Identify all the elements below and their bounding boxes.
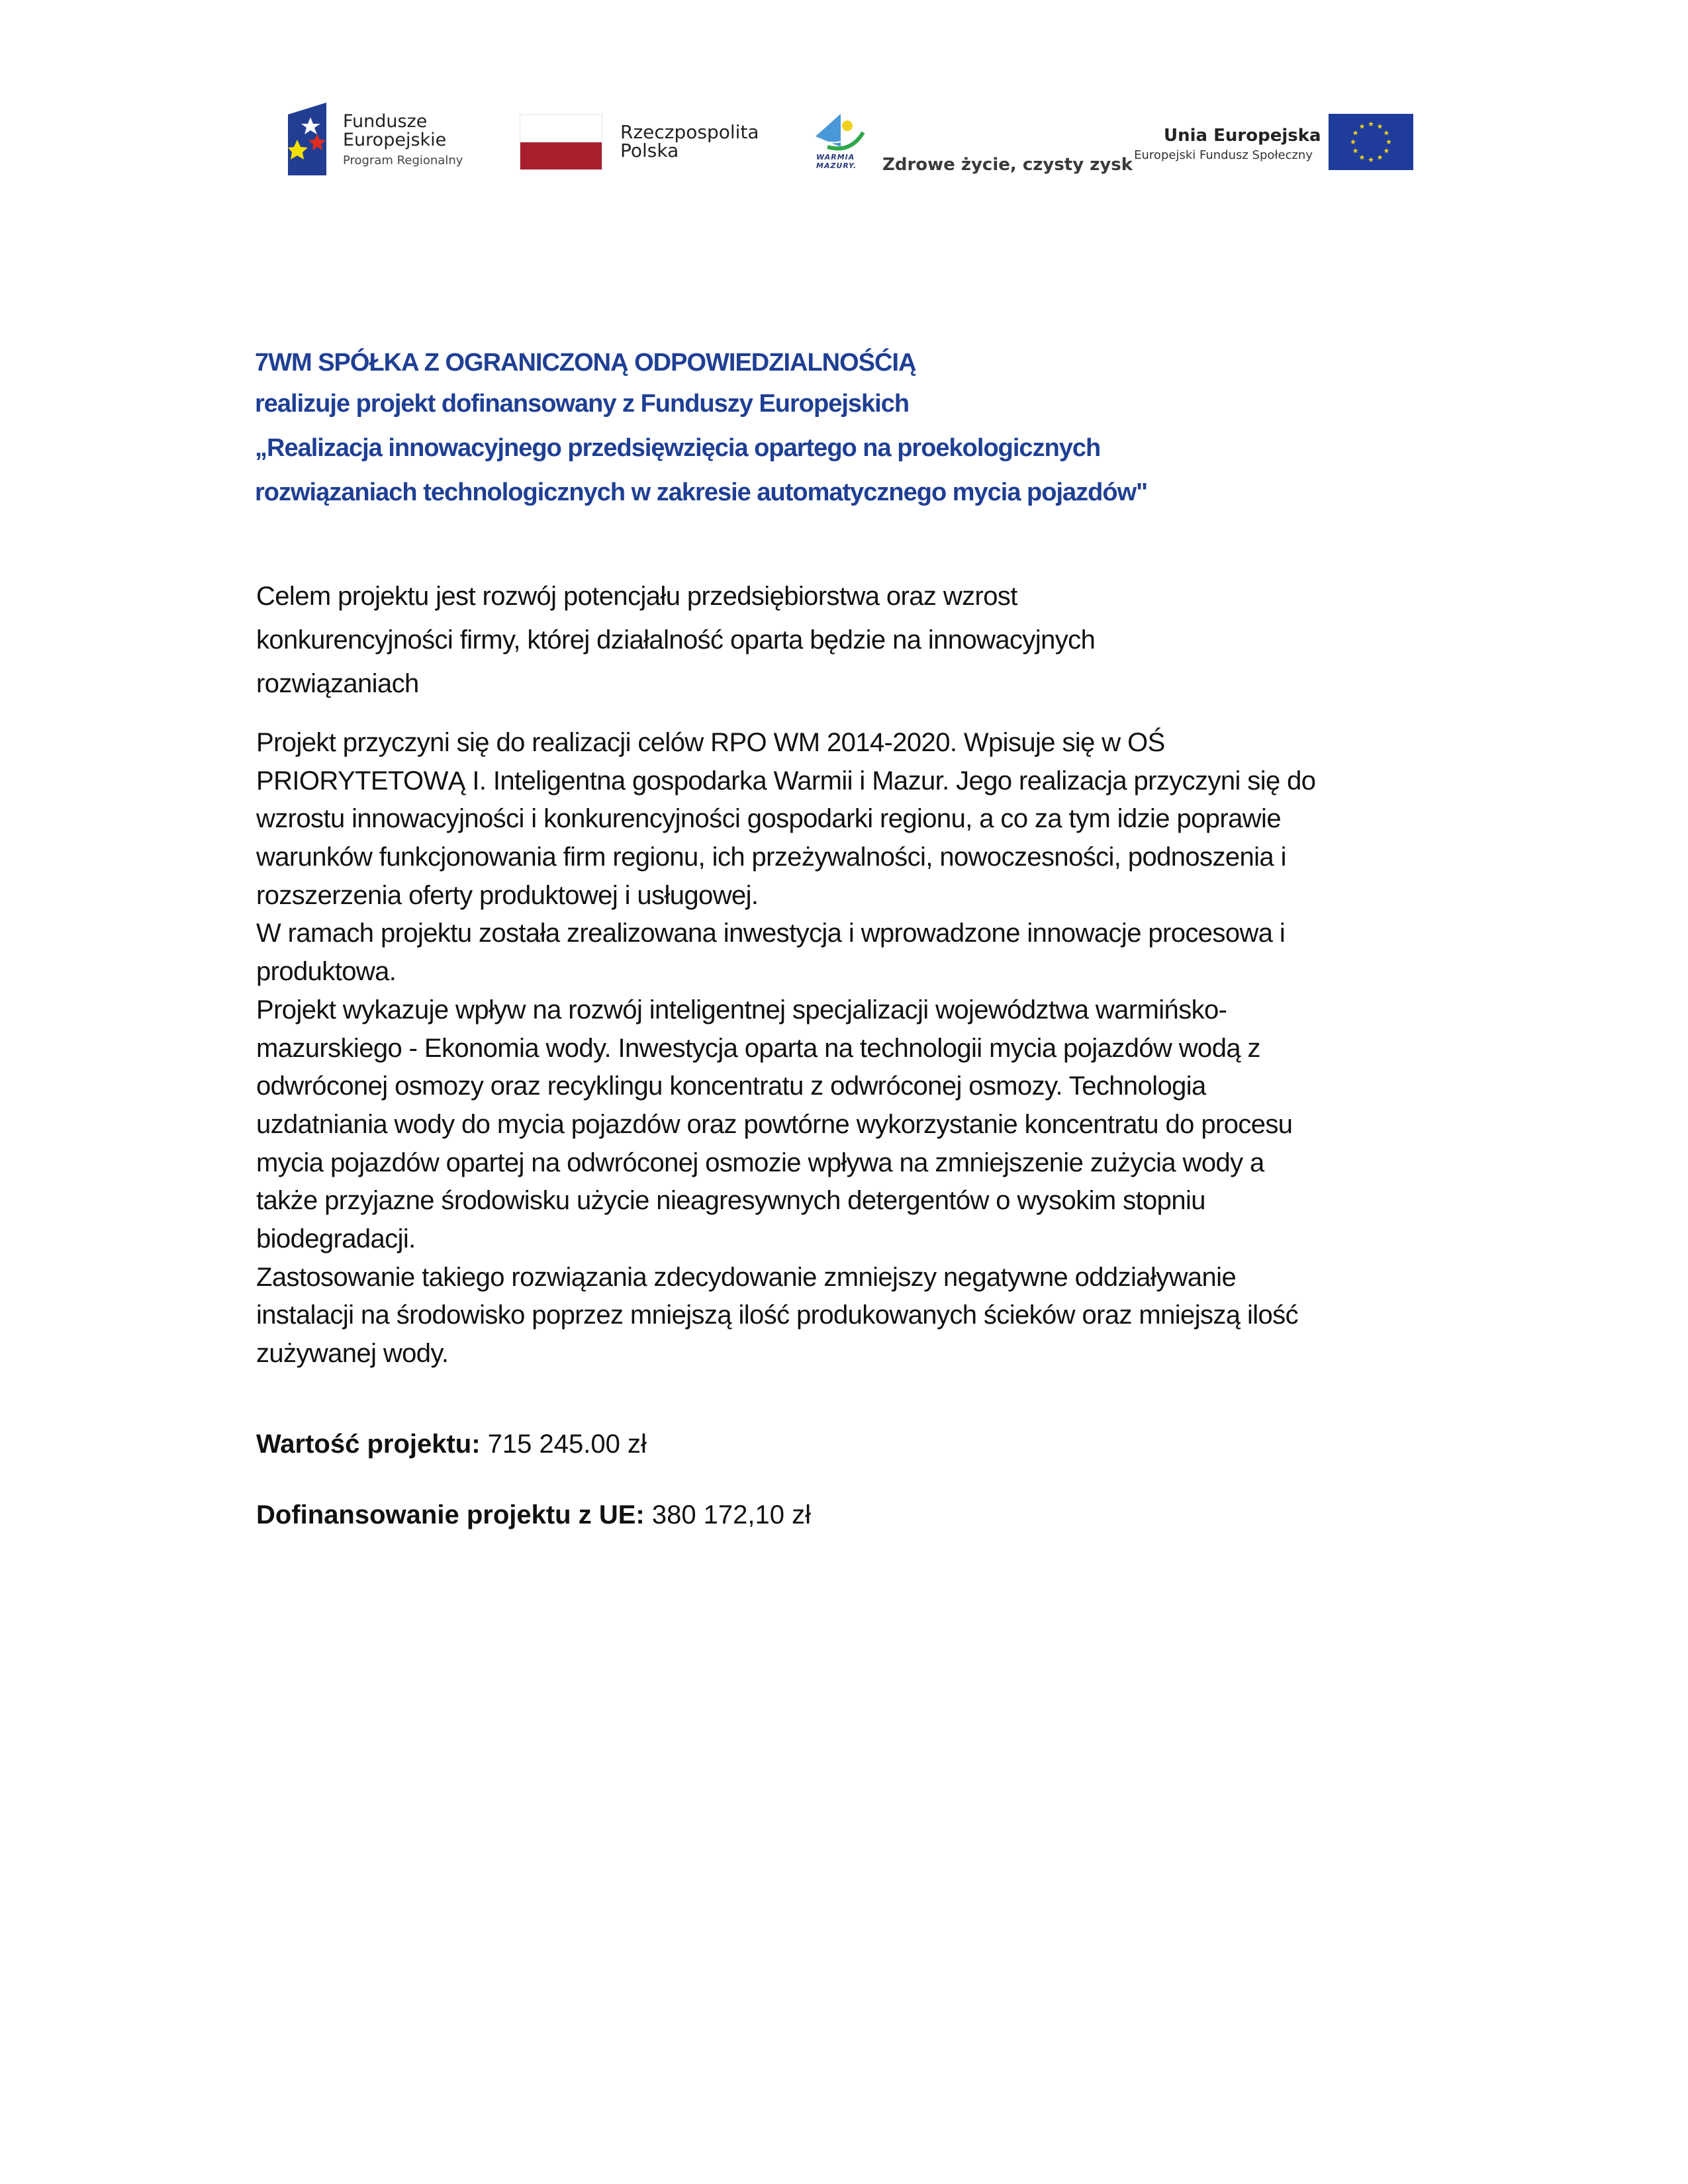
eu-star-icon (1383, 130, 1389, 136)
eu-star-icon (1353, 130, 1358, 136)
eu-logo-line1: Unia Europejska (1164, 126, 1321, 146)
project-value-amount: 715 245.00 zł (480, 1430, 647, 1459)
text-line: rozszerzenia oferty produktowej i usługowej. (256, 880, 759, 910)
text-line: PRIORYTETOWĄ I. Inteligentna gospodarka Warmii i Mazur. Jego realizacja przyczyni się do (256, 766, 1316, 796)
warmia-logo-name-line2: MAZURY. (816, 161, 857, 170)
project-title-line: „Realizacja innowacyjnego przedsięwzięcia opartego na proekologicznych (255, 434, 1101, 462)
rzeczpospolita-polska-logo (516, 109, 774, 175)
eu-star-icon (1353, 148, 1358, 154)
warmia-logo-name-line1: WARMIA (816, 153, 855, 161)
eu-logo-line2: Europejski Fundusz Społeczny (1134, 148, 1313, 162)
eu-flag-icon (1329, 114, 1413, 170)
eu-star-icon (1378, 124, 1383, 129)
eu-funding-label: Dofinansowanie projektu z UE: (256, 1500, 645, 1529)
polish-flag-icon (520, 114, 602, 170)
eu-star-icon (1386, 139, 1391, 144)
warmia-mazury-logo (811, 109, 1133, 175)
text-line: Projekt wykazuje wpływ na rozwój inteligentnej specjalizacji województwa warmińsko- (256, 995, 1227, 1024)
fundusze-europejskie-mark-icon (288, 103, 326, 175)
text-line: W ramach projektu została zrealizowana inwestycja i wprowadzone innowacje procesowa i (256, 919, 1286, 948)
eu-star-icon (1350, 139, 1356, 144)
eu-star-icon (1368, 121, 1374, 126)
warmia-logo-slogan: Zdrowe życie, czysty zysk (882, 155, 1133, 175)
heading-line: realizuje projekt dofinansowany z Funduszy Europejskich (255, 390, 910, 418)
text-line: odwróconej osmozy oraz recyklingu koncentratu z odwróconej osmozy. Technologia (256, 1071, 1206, 1101)
eu-star-icon (1368, 157, 1374, 162)
text-line: mazurskiego - Ekonomia wody. Inwestycja oparta na technologii mycia pojazdów wodą z (256, 1033, 1260, 1063)
fundusze-europejskie-logo (285, 99, 477, 179)
project-title-line: rozwiązaniach technologicznych w zakresie automatycznego mycia pojazdów" (255, 478, 1148, 506)
text-line: produktowa. (256, 957, 397, 987)
text-line: wzrostu innowacyjności i konkurencyjności gospodarki regionu, a co za tym idzie poprawie (256, 804, 1281, 834)
eu-funding-amount: 380 172,10 zł (644, 1500, 812, 1529)
eu-star-icon (1360, 155, 1365, 160)
eu-star-icon (1378, 155, 1383, 160)
text-line: warunków funkcjonowania firm regionu, ich przeżywalności, nowoczesności, podnoszenia i (256, 842, 1286, 872)
fe-logo-line2: Europejskie (343, 130, 447, 150)
goal-paragraph (256, 574, 1095, 705)
project-heading (255, 344, 1147, 515)
warmia-mazury-mark-icon (814, 113, 867, 152)
text-line: Celem projektu jest rozwój potencjału przedsiębiorstwa oraz wzrost (256, 582, 1017, 611)
company-name: 7WM SPÓŁKA Z OGRANICZONĄ ODPOWIEDZIALNOŚĆIĄ (255, 349, 916, 377)
text-line: mycia pojazdów opartej na odwróconej osmozie wpływa na zmniejszenie zużycia wody a (256, 1148, 1264, 1177)
text-line: biodegradacji. (256, 1224, 416, 1253)
eu-star-icon (1383, 148, 1389, 154)
project-value (256, 1430, 647, 1459)
fe-logo-line3: Program Regionalny (343, 154, 463, 167)
description-paragraph (256, 724, 1315, 1373)
eu-funding-value (256, 1500, 811, 1530)
pl-logo-line1: Rzeczpospolita (620, 121, 759, 143)
text-line: uzdatniania wody do mycia pojazdów oraz powtórne wykorzystanie koncentratu do procesu (256, 1109, 1293, 1139)
text-line: Zastosowanie takiego rozwiązania zdecydowanie zmniejszy negatywne oddziaływanie (256, 1262, 1237, 1292)
text-line: rozwiązaniach (256, 669, 419, 698)
text-line: Projekt przyczyni się do realizacji celów RPO WM 2014-2020. Wpisuje się w OŚ (256, 728, 1165, 757)
text-line: konkurencyjności firmy, której działalność oparta będzie na innowacyjnych (256, 625, 1096, 655)
pl-logo-line2: Polska (620, 140, 679, 161)
eu-star-icon (1360, 124, 1365, 129)
project-value-label: Wartość projektu: (256, 1430, 481, 1459)
text-line: zużywanej wody. (256, 1339, 449, 1368)
text-line: instalacji na środowisko poprzez mniejszą ilość produkowanych ścieków oraz mniejszą ilość (256, 1300, 1298, 1330)
unia-europejska-logo (1125, 109, 1420, 175)
text-line: także przyjazne środowisku użycie nieagresywnych detergentów o wysokim stopniu (256, 1186, 1205, 1216)
fe-logo-line1: Fundusze (343, 111, 428, 132)
